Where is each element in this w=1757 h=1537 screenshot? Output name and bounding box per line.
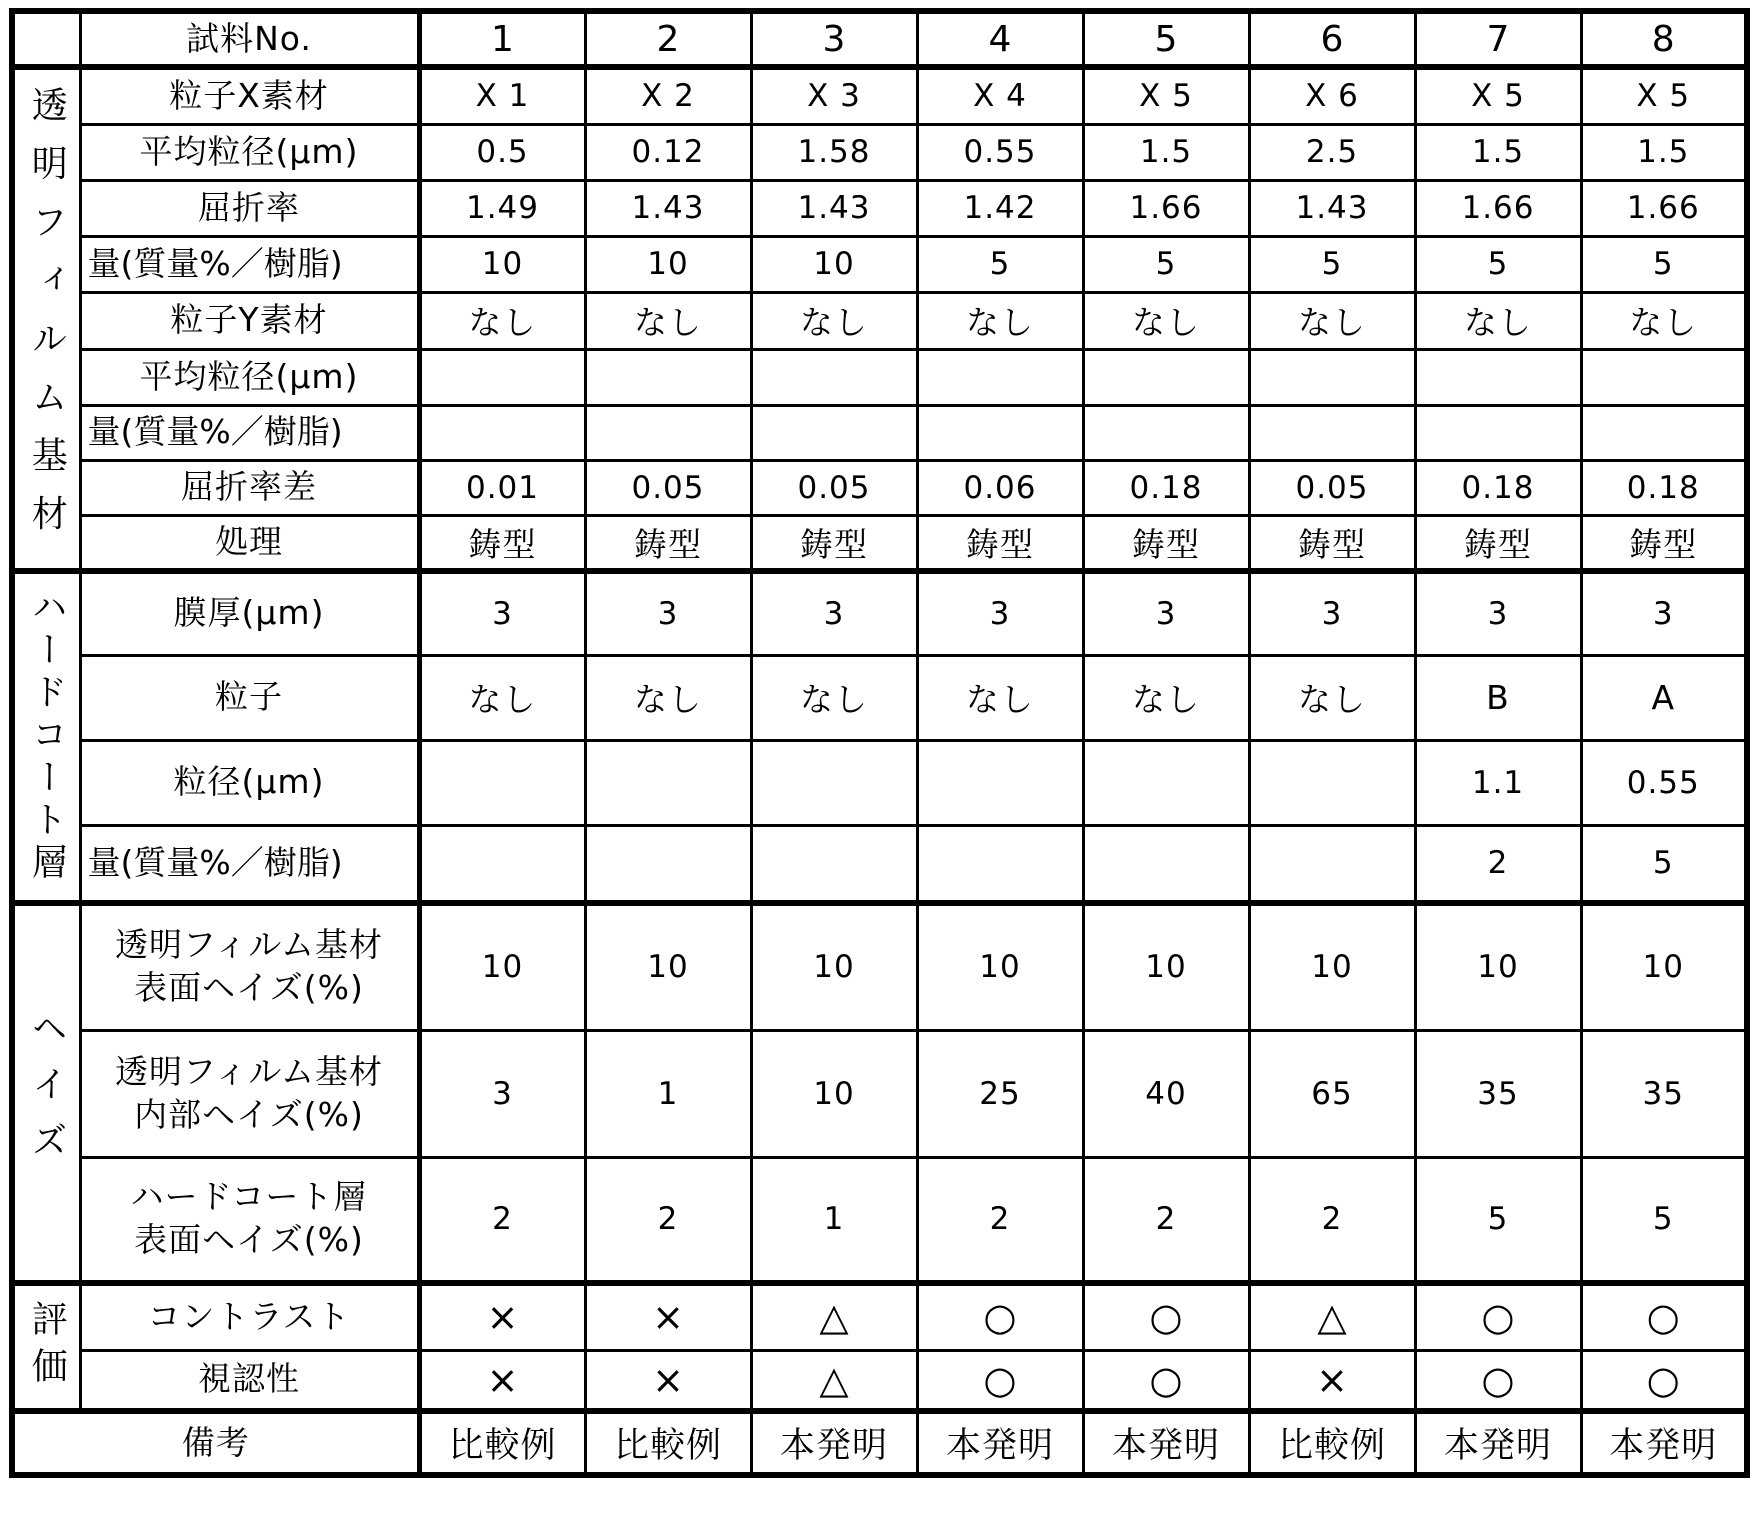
- value-cell: 3: [917, 571, 1083, 655]
- sample-col-header: 4: [917, 11, 1083, 67]
- value-cell: [751, 349, 917, 405]
- value-cell: 3: [419, 571, 585, 655]
- sample-col-header: 8: [1581, 11, 1747, 67]
- row-label-contrast: コントラスト: [80, 1283, 419, 1350]
- sample-comparison-table: [9, 8, 1750, 1478]
- value-cell: なし: [1083, 655, 1249, 740]
- remark-cell: 比較例: [1249, 1411, 1415, 1475]
- table-row: [12, 405, 1747, 460]
- value-cell: X 3: [751, 67, 917, 124]
- value-cell: 2: [585, 1157, 751, 1283]
- value-cell: [751, 740, 917, 825]
- rating-mark: △: [1249, 1283, 1415, 1350]
- table-row: [12, 67, 1747, 124]
- value-cell: [585, 349, 751, 405]
- rating-mark: ×: [585, 1283, 751, 1350]
- value-cell: 10: [1249, 903, 1415, 1030]
- rating-mark: △: [751, 1283, 917, 1350]
- value-cell: なし: [585, 292, 751, 349]
- value-cell: 2: [1249, 1157, 1415, 1283]
- value-cell: [419, 405, 585, 460]
- rating-mark: ×: [419, 1283, 585, 1350]
- value-cell: 5: [1581, 1157, 1747, 1283]
- value-cell: 10: [917, 903, 1083, 1030]
- value-cell: 鋳型: [585, 515, 751, 571]
- value-cell: 5: [1581, 825, 1747, 903]
- value-cell: 0.55: [917, 124, 1083, 180]
- value-cell: [751, 405, 917, 460]
- value-cell: 0.55: [1581, 740, 1747, 825]
- value-cell: X 5: [1083, 67, 1249, 124]
- remark-cell: 本発明: [1083, 1411, 1249, 1475]
- value-cell: 10: [751, 903, 917, 1030]
- table-row: [12, 1030, 1747, 1157]
- value-cell: 0.18: [1581, 460, 1747, 515]
- value-cell: 鋳型: [1249, 515, 1415, 571]
- value-cell: X 2: [585, 67, 751, 124]
- value-cell: 10: [751, 236, 917, 292]
- remark-cell: 比較例: [419, 1411, 585, 1475]
- value-cell: 25: [917, 1030, 1083, 1157]
- row-label-particle-y-material: 粒子Y素材: [80, 292, 419, 349]
- value-cell: 10: [1415, 903, 1581, 1030]
- value-cell: 5: [1249, 236, 1415, 292]
- value-cell: 1.66: [1415, 180, 1581, 236]
- sample-col-header: 2: [585, 11, 751, 67]
- value-cell: なし: [751, 292, 917, 349]
- group-label-evaluation: 評価: [12, 1283, 80, 1411]
- value-cell: 5: [1415, 1157, 1581, 1283]
- row-label-remarks: 備考: [12, 1411, 419, 1475]
- value-cell: 1.58: [751, 124, 917, 180]
- value-cell: [585, 740, 751, 825]
- table-row: [12, 292, 1747, 349]
- value-cell: 0.06: [917, 460, 1083, 515]
- row-label-refractive-index-difference: 屈折率差: [80, 460, 419, 515]
- value-cell: なし: [419, 292, 585, 349]
- rating-mark: ○: [1581, 1350, 1747, 1411]
- value-cell: [917, 349, 1083, 405]
- rating-mark: ○: [1415, 1283, 1581, 1350]
- table-row: [12, 236, 1747, 292]
- value-cell: [419, 825, 585, 903]
- value-cell: 0.18: [1415, 460, 1581, 515]
- value-cell: 1.43: [585, 180, 751, 236]
- value-cell: [1083, 405, 1249, 460]
- table-row: [12, 740, 1747, 825]
- value-cell: 0.18: [1083, 460, 1249, 515]
- group-label-haze: ヘイズ: [12, 903, 80, 1283]
- value-cell: [1415, 405, 1581, 460]
- sample-col-header: 5: [1083, 11, 1249, 67]
- rating-mark: ○: [1083, 1350, 1249, 1411]
- rating-mark: ○: [1083, 1283, 1249, 1350]
- value-cell: [1249, 740, 1415, 825]
- value-cell: 5: [1581, 236, 1747, 292]
- value-cell: [1581, 405, 1747, 460]
- value-cell: 1.43: [1249, 180, 1415, 236]
- value-cell: 65: [1249, 1030, 1415, 1157]
- value-cell: [585, 405, 751, 460]
- value-cell: 1.66: [1581, 180, 1747, 236]
- value-cell: 鋳型: [1415, 515, 1581, 571]
- value-cell: 1.1: [1415, 740, 1581, 825]
- table-row: [12, 1157, 1747, 1283]
- row-label-hardcoat-surface-haze: ハードコート層 表面ヘイズ(%): [80, 1157, 419, 1283]
- row-label-substrate-internal-haze: 透明フィルム基材 内部ヘイズ(%): [80, 1030, 419, 1157]
- value-cell: 10: [419, 903, 585, 1030]
- value-cell: [585, 825, 751, 903]
- value-cell: なし: [751, 655, 917, 740]
- value-cell: X 4: [917, 67, 1083, 124]
- rating-mark: ○: [1581, 1283, 1747, 1350]
- row-label-particle-x-material: 粒子X素材: [80, 67, 419, 124]
- value-cell: [1249, 349, 1415, 405]
- value-cell: なし: [1415, 292, 1581, 349]
- value-cell: 0.05: [751, 460, 917, 515]
- value-cell: 3: [585, 571, 751, 655]
- value-cell: [1415, 349, 1581, 405]
- value-cell: 2: [1415, 825, 1581, 903]
- value-cell: なし: [917, 292, 1083, 349]
- value-cell: 5: [917, 236, 1083, 292]
- value-cell: 0.12: [585, 124, 751, 180]
- value-cell: 鋳型: [1581, 515, 1747, 571]
- value-cell: X 6: [1249, 67, 1415, 124]
- row-label-substrate-surface-haze: 透明フィルム基材 表面ヘイズ(%): [80, 903, 419, 1030]
- value-cell: [419, 740, 585, 825]
- table-row: [12, 180, 1747, 236]
- value-cell: 1.5: [1581, 124, 1747, 180]
- sample-col-header: 3: [751, 11, 917, 67]
- value-cell: 2: [419, 1157, 585, 1283]
- value-cell: 2: [1083, 1157, 1249, 1283]
- value-cell: 3: [419, 1030, 585, 1157]
- value-cell: [1083, 349, 1249, 405]
- value-cell: 35: [1415, 1030, 1581, 1157]
- value-cell: 3: [1415, 571, 1581, 655]
- row-label-amount-y: 量(質量%／樹脂): [80, 405, 419, 460]
- table-row: [12, 1350, 1747, 1411]
- value-cell: [917, 825, 1083, 903]
- sample-col-header: 7: [1415, 11, 1581, 67]
- value-cell: なし: [1083, 292, 1249, 349]
- value-cell: なし: [585, 655, 751, 740]
- value-cell: A: [1581, 655, 1747, 740]
- row-label-refractive-index: 屈折率: [80, 180, 419, 236]
- table-row: [12, 571, 1747, 655]
- value-cell: [1581, 349, 1747, 405]
- value-cell: 40: [1083, 1030, 1249, 1157]
- value-cell: 10: [585, 236, 751, 292]
- value-cell: 3: [1581, 571, 1747, 655]
- value-cell: なし: [1249, 655, 1415, 740]
- row-label-film-thickness: 膜厚(μm): [80, 571, 419, 655]
- rating-mark: ○: [917, 1283, 1083, 1350]
- value-cell: 5: [1415, 236, 1581, 292]
- value-cell: [1249, 405, 1415, 460]
- value-cell: [1083, 740, 1249, 825]
- value-cell: 1.49: [419, 180, 585, 236]
- value-cell: 0.05: [585, 460, 751, 515]
- value-cell: 3: [1249, 571, 1415, 655]
- value-cell: 10: [419, 236, 585, 292]
- row-label-avg-particle-size-x: 平均粒径(μm): [80, 124, 419, 180]
- value-cell: 1.5: [1415, 124, 1581, 180]
- value-cell: [1083, 825, 1249, 903]
- value-cell: 0.5: [419, 124, 585, 180]
- value-cell: X 1: [419, 67, 585, 124]
- value-cell: 0.01: [419, 460, 585, 515]
- row-label-particle: 粒子: [80, 655, 419, 740]
- rating-mark: ×: [1249, 1350, 1415, 1411]
- remark-cell: 本発明: [751, 1411, 917, 1475]
- rating-mark: ×: [419, 1350, 585, 1411]
- value-cell: [1249, 825, 1415, 903]
- row-label-amount-x: 量(質量%／樹脂): [80, 236, 419, 292]
- table-row: [12, 1283, 1747, 1350]
- value-cell: [917, 405, 1083, 460]
- rating-mark: ○: [1415, 1350, 1581, 1411]
- rating-mark: ×: [585, 1350, 751, 1411]
- row-label-amount-hardcoat: 量(質量%／樹脂): [80, 825, 419, 903]
- value-cell: なし: [1581, 292, 1747, 349]
- value-cell: 1: [751, 1157, 917, 1283]
- rating-mark: ○: [917, 1350, 1083, 1411]
- value-cell: 1.5: [1083, 124, 1249, 180]
- value-cell: なし: [419, 655, 585, 740]
- value-cell: 鋳型: [917, 515, 1083, 571]
- remark-cell: 比較例: [585, 1411, 751, 1475]
- row-label-treatment: 処理: [80, 515, 419, 571]
- value-cell: 10: [1581, 903, 1747, 1030]
- row-label-particle-size: 粒径(μm): [80, 740, 419, 825]
- row-label-avg-particle-size-y: 平均粒径(μm): [80, 349, 419, 405]
- table-row: [12, 655, 1747, 740]
- table-row: [12, 515, 1747, 571]
- value-cell: [917, 740, 1083, 825]
- value-cell: X 5: [1581, 67, 1747, 124]
- value-cell: 35: [1581, 1030, 1747, 1157]
- value-cell: 1.43: [751, 180, 917, 236]
- table-row: [12, 460, 1747, 515]
- table-row: [12, 124, 1747, 180]
- rating-mark: △: [751, 1350, 917, 1411]
- value-cell: 10: [1083, 903, 1249, 1030]
- value-cell: 10: [585, 903, 751, 1030]
- value-cell: 鋳型: [1083, 515, 1249, 571]
- value-cell: X 5: [1415, 67, 1581, 124]
- sample-col-header: 6: [1249, 11, 1415, 67]
- value-cell: B: [1415, 655, 1581, 740]
- table-row: [12, 903, 1747, 1030]
- value-cell: 3: [1083, 571, 1249, 655]
- remark-cell: 本発明: [917, 1411, 1083, 1475]
- header-row: [12, 11, 1747, 67]
- remark-cell: 本発明: [1581, 1411, 1747, 1475]
- group-label-transparent-film-substrate: 透明フィルム基材: [12, 67, 80, 571]
- row-label-visibility: 視認性: [80, 1350, 419, 1411]
- value-cell: 10: [751, 1030, 917, 1157]
- value-cell: [751, 825, 917, 903]
- value-cell: 1.66: [1083, 180, 1249, 236]
- value-cell: なし: [917, 655, 1083, 740]
- value-cell: 鋳型: [419, 515, 585, 571]
- value-cell: 5: [1083, 236, 1249, 292]
- value-cell: 0.05: [1249, 460, 1415, 515]
- value-cell: 鋳型: [751, 515, 917, 571]
- table-row: [12, 825, 1747, 903]
- value-cell: [419, 349, 585, 405]
- value-cell: 2.5: [1249, 124, 1415, 180]
- remarks-row: [12, 1411, 1747, 1475]
- corner-cell: [12, 11, 80, 67]
- remark-cell: 本発明: [1415, 1411, 1581, 1475]
- value-cell: なし: [1249, 292, 1415, 349]
- table-row: [12, 349, 1747, 405]
- group-label-hard-coat-layer: ハードコート層: [12, 571, 80, 903]
- value-cell: 1.42: [917, 180, 1083, 236]
- sample-col-header: 1: [419, 11, 585, 67]
- value-cell: 2: [917, 1157, 1083, 1283]
- sample-no-label: 試料No.: [80, 11, 419, 67]
- value-cell: 1: [585, 1030, 751, 1157]
- value-cell: 3: [751, 571, 917, 655]
